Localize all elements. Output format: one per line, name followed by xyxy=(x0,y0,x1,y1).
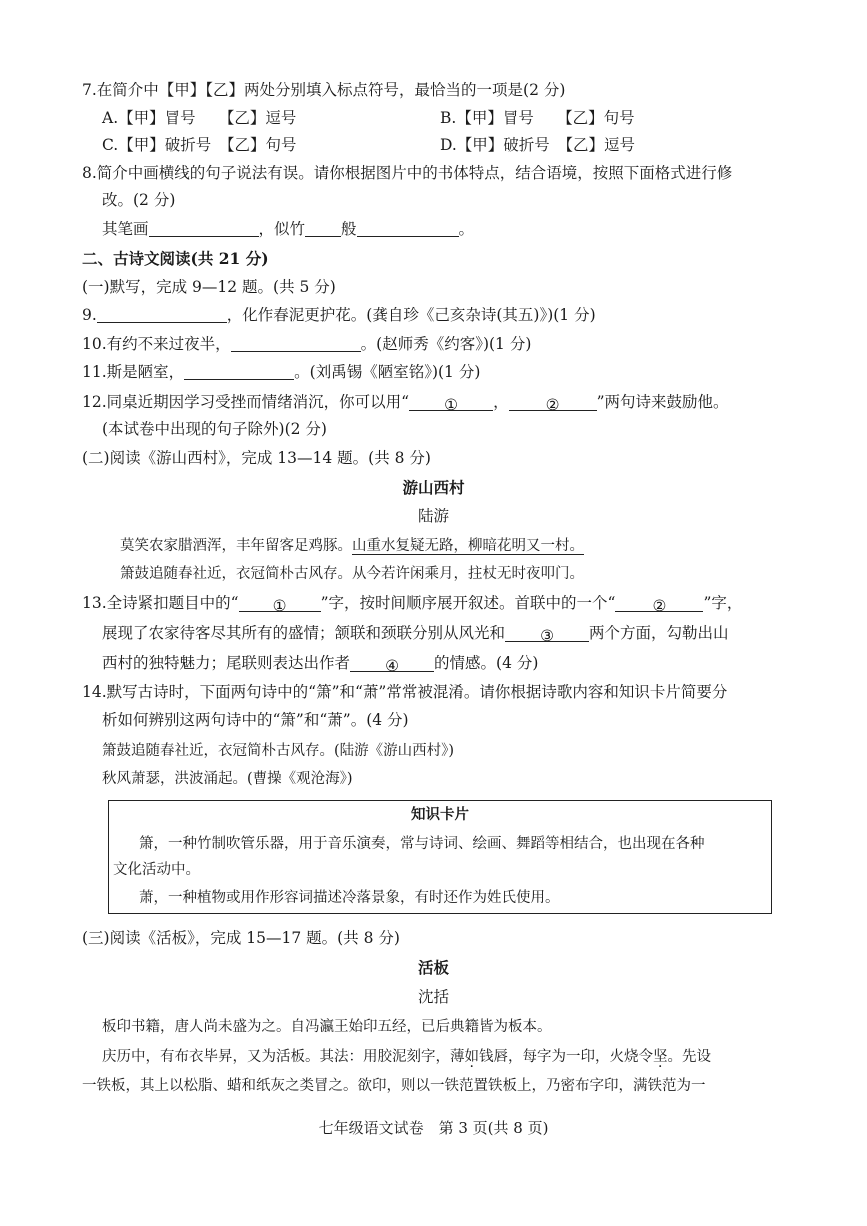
poem-title: 游山西村 xyxy=(402,478,465,497)
knowledge-card-line-1: 箫，一种竹制吹管乐器，用于音乐演奏，常与诗词、绘画、舞蹈等相结合，也出现在各种 xyxy=(139,836,705,852)
q8-format-part4: 。 xyxy=(458,220,475,238)
section-2-heading: 二、古诗文阅读(共 21 分) xyxy=(82,249,269,268)
q11-text-a: 11.斯是陋室， xyxy=(82,363,185,381)
q8-answer-format xyxy=(102,218,474,240)
subsection-2-heading: (二)阅读《游山西村》，完成 13—14 题。(共 8 分) xyxy=(82,449,431,467)
q7-stem: 7.在简介中【甲】【乙】两处分别填入标点符号，最恰当的一项是(2 分) xyxy=(82,81,566,99)
q7-option-d: D.【甲】破折号 【乙】逗号 xyxy=(440,136,636,154)
huoban-p2-part-b: 钱唇，每字为一印，火烧令 xyxy=(479,1049,653,1065)
q11-text-b: 。(刘禹锡《陋室铭》)(1 分) xyxy=(294,363,481,381)
huoban-paragraph-2 xyxy=(102,1046,711,1068)
q10-text-b: 。(赵师秀《约客》)(1 分) xyxy=(360,335,532,353)
subsection-1-heading: (一)默写，完成 9—12 题。(共 5 分) xyxy=(82,278,336,296)
q12-separator: ， xyxy=(493,393,509,411)
knowledge-card-line-2: 文化活动中。 xyxy=(113,862,200,878)
q13-blank-3[interactable]: ③ xyxy=(505,625,589,642)
q8-blank-1[interactable] xyxy=(149,220,259,237)
q8-format-part2: ，似竹 xyxy=(258,220,306,238)
q10-text-a: 10.有约不来过夜半， xyxy=(82,335,231,353)
knowledge-card xyxy=(108,800,772,914)
q13-blank-2[interactable]: ② xyxy=(615,595,703,612)
q13-text-e: 两个方面，勾勒出山 xyxy=(589,624,729,642)
q12-blank-2[interactable]: ② xyxy=(509,394,597,411)
huoban-dotted-char-jian: 坚 xyxy=(653,1049,668,1065)
q7-option-c: C.【甲】破折号 【乙】句号 xyxy=(102,136,297,154)
q7-option-a: A.【甲】冒号 【乙】逗号 xyxy=(102,109,297,127)
q10-blank[interactable] xyxy=(231,335,361,352)
q13-blank-4[interactable]: ④ xyxy=(350,655,434,672)
q14-poem-line-2: 秋风萧瑟，洪波涌起。(曹操《观沧海》) xyxy=(102,771,353,787)
huoban-p2-part-c: 。先设 xyxy=(667,1049,711,1065)
huoban-paragraph-3: 一铁板，其上以松脂、蜡和纸灰之类冒之。欲印，则以一铁范置铁板上，乃密布字印，满铁范为一 xyxy=(82,1078,706,1094)
poem-line-1a: 莫笑农家腊酒浑，丰年留客足鸡豚。 xyxy=(120,538,352,554)
q11 xyxy=(82,361,480,383)
page-footer: 七年级语文试卷 第 3 页(共 8 页) xyxy=(318,1119,549,1137)
poem-line-2: 箫鼓追随春社近，衣冠简朴古风存。从今若许闲乘月，拄杖无时夜叩门。 xyxy=(120,566,584,582)
huoban-dotted-char-ru: 如 xyxy=(464,1049,479,1065)
q12-line1 xyxy=(82,391,729,413)
q14-line2: 析如何辨别这两句诗中的“箫”和“萧”。(4 分) xyxy=(102,711,409,729)
q7-option-b: B.【甲】冒号 【乙】句号 xyxy=(440,109,635,127)
q9 xyxy=(82,304,596,326)
q12-text-a: 12.同桌近期因学习受挫而情绪消沉，你可以用“ xyxy=(82,393,410,411)
q13-text-g: 的情感。(4 分) xyxy=(434,654,539,672)
huoban-paragraph-1: 板印书籍，唐人尚未盛为之。自冯瀛王始印五经，已后典籍皆为板本。 xyxy=(102,1019,552,1035)
q9-blank[interactable] xyxy=(97,306,227,323)
knowledge-card-line-3: 萧，一种植物或用作形容词描述冷落景象，有时还作为姓氏使用。 xyxy=(139,890,560,906)
q10 xyxy=(82,333,531,355)
q9-number: 9. xyxy=(82,306,97,324)
subsection-3-heading: (三)阅读《活板》，完成 15—17 题。(共 8 分) xyxy=(82,929,400,947)
q13-blank-1[interactable]: ① xyxy=(239,595,321,612)
q14-line1: 14.默写古诗时，下面两句诗中的“箫”和“萧”常常被混淆。请你根据诗歌内容和知识卡片简要分 xyxy=(82,683,728,701)
poem-line-1b-underlined: 山重水复疑无路，柳暗花明又一村。 xyxy=(352,538,584,554)
huoban-author: 沈括 xyxy=(417,988,449,1006)
q8-format-part1: 其笔画 xyxy=(102,220,149,238)
q14-poem-line-1: 箫鼓追随春社近，衣冠简朴古风存。(陆游《游山西村》) xyxy=(102,743,455,759)
poem-line-1 xyxy=(120,535,584,557)
q13-line3 xyxy=(102,652,538,674)
q8-stem-line1: 8.简介中画横线的句子说法有误。请你根据图片中的书体特点，结合语境，按照下面格式进行修 xyxy=(82,164,733,182)
q12-blank-1[interactable]: ① xyxy=(409,394,493,411)
q8-stem-line2: 改。(2 分) xyxy=(102,191,176,209)
q8-blank-2[interactable] xyxy=(305,220,341,237)
q13-text-f: 西村的独特魅力；尾联则表达出作者 xyxy=(102,654,351,672)
q8-format-part3: 般 xyxy=(341,220,357,238)
q12-text-b: ”两句诗来鼓励他。 xyxy=(596,393,729,411)
q13-text-a: 13.全诗紧扣题目中的“ xyxy=(82,594,239,612)
q11-blank[interactable] xyxy=(184,363,294,380)
q13-line1 xyxy=(82,592,742,614)
q13-line2 xyxy=(102,622,729,644)
q13-text-b: ”字，按时间顺序展开叙述。首联中的一个“ xyxy=(320,594,616,612)
q13-text-d: 展现了农家待客尽其所有的盛情；颔联和颈联分别从风光和 xyxy=(102,624,506,642)
q9-text: ，化作春泥更护花。(龚自珍《己亥杂诗(其五)》)(1 分) xyxy=(226,306,596,324)
knowledge-card-title: 知识卡片 xyxy=(411,806,469,823)
q8-blank-3[interactable] xyxy=(357,220,459,237)
huoban-p2-part-a: 庆历中，有布衣毕昇，又为活板。其法：用胶泥刻字，薄 xyxy=(102,1049,465,1065)
q12-line2: (本试卷中出现的句子除外)(2 分) xyxy=(102,420,327,438)
poem-author: 陆游 xyxy=(417,507,449,525)
q13-text-c: ”字， xyxy=(703,594,743,612)
huoban-title: 活板 xyxy=(417,958,449,977)
